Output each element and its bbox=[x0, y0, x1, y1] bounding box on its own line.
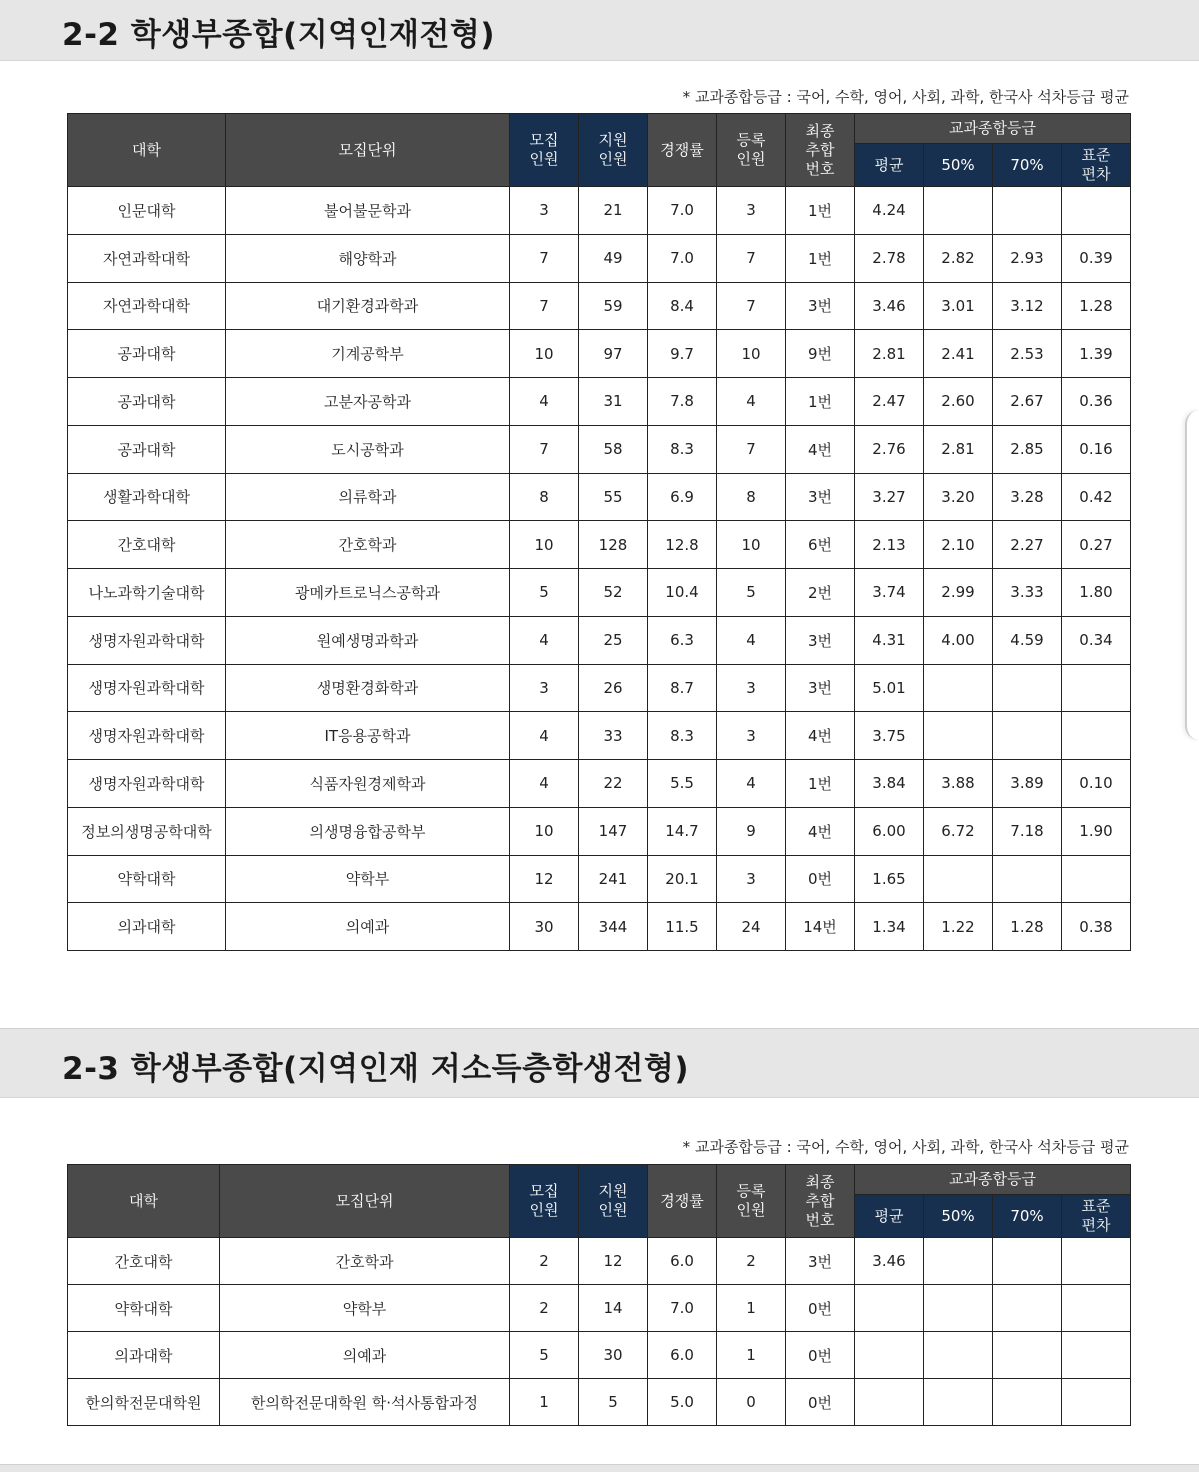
table-row bbox=[68, 1285, 1131, 1332]
cell-enrolled: 9 bbox=[717, 807, 786, 855]
cell-ratio: 20.1 bbox=[648, 855, 717, 903]
cell-ratio: 6.0 bbox=[648, 1332, 717, 1379]
cell-recruit: 4 bbox=[510, 378, 579, 426]
cell-unit: 고분자공학과 bbox=[226, 378, 510, 426]
table-body bbox=[68, 187, 1131, 951]
cell-college: 공과대학 bbox=[68, 425, 226, 473]
cell-p50 bbox=[924, 1332, 993, 1379]
footnote: * 교과종합등급 : 국어, 수학, 영어, 사회, 과학, 한국사 석차등급 평균 bbox=[682, 88, 1129, 106]
cell-avg: 3.84 bbox=[855, 760, 924, 808]
cell-ratio: 6.0 bbox=[648, 1238, 717, 1285]
cell-p50: 6.72 bbox=[924, 807, 993, 855]
cell-unit: 의생명융합공학부 bbox=[226, 807, 510, 855]
cell-stdev bbox=[1062, 855, 1131, 903]
cell-unit: 광메카트로닉스공학과 bbox=[226, 569, 510, 617]
cell-final-rank: 9번 bbox=[786, 330, 855, 378]
header-enrolled: 등록 인원 bbox=[717, 1165, 786, 1238]
table-row bbox=[68, 712, 1131, 760]
table-row bbox=[68, 1379, 1131, 1426]
cell-final-rank: 6번 bbox=[786, 521, 855, 569]
cell-applicants: 58 bbox=[579, 425, 648, 473]
cell-recruit: 5 bbox=[510, 569, 579, 617]
cell-enrolled: 3 bbox=[717, 855, 786, 903]
cell-unit: 해양학과 bbox=[226, 234, 510, 282]
header-p50: 50% bbox=[924, 1195, 993, 1238]
cell-college: 자연과학대학 bbox=[68, 282, 226, 330]
header-college: 대학 bbox=[68, 114, 226, 187]
cell-final-rank: 4번 bbox=[786, 425, 855, 473]
cell-unit: 식품자원경제학과 bbox=[226, 760, 510, 808]
cell-avg: 2.47 bbox=[855, 378, 924, 426]
cell-applicants: 14 bbox=[579, 1285, 648, 1332]
cell-applicants: 30 bbox=[579, 1332, 648, 1379]
cell-ratio: 7.8 bbox=[648, 378, 717, 426]
table-row bbox=[68, 425, 1131, 473]
table-row bbox=[68, 855, 1131, 903]
cell-ratio: 9.7 bbox=[648, 330, 717, 378]
cell-enrolled: 7 bbox=[717, 425, 786, 473]
cell-p70: 2.85 bbox=[993, 425, 1062, 473]
header-applicants: 지원 인원 bbox=[579, 114, 648, 187]
cell-ratio: 10.4 bbox=[648, 569, 717, 617]
cell-p50: 3.20 bbox=[924, 473, 993, 521]
cell-applicants: 52 bbox=[579, 569, 648, 617]
table-row bbox=[68, 521, 1131, 569]
cell-p70 bbox=[993, 1238, 1062, 1285]
cell-avg: 3.75 bbox=[855, 712, 924, 760]
cell-avg bbox=[855, 1285, 924, 1332]
cell-p50: 2.99 bbox=[924, 569, 993, 617]
cell-avg: 5.01 bbox=[855, 664, 924, 712]
cell-applicants: 5 bbox=[579, 1379, 648, 1426]
table-row bbox=[68, 330, 1131, 378]
table-row bbox=[68, 187, 1131, 235]
cell-stdev bbox=[1062, 1379, 1131, 1426]
cell-stdev: 1.39 bbox=[1062, 330, 1131, 378]
cell-avg: 3.46 bbox=[855, 282, 924, 330]
section-header-2-2 bbox=[0, 0, 1199, 61]
cell-recruit: 2 bbox=[510, 1285, 579, 1332]
cell-college: 생명자원과학대학 bbox=[68, 664, 226, 712]
cell-unit: 간호학과 bbox=[226, 521, 510, 569]
table-row bbox=[68, 616, 1131, 664]
header-applicants: 지원 인원 bbox=[579, 1165, 648, 1238]
section-header-2-3 bbox=[0, 1028, 1199, 1098]
header-grade-group: 교과종합등급 bbox=[855, 114, 1131, 144]
cell-enrolled: 3 bbox=[717, 712, 786, 760]
cell-recruit: 3 bbox=[510, 187, 579, 235]
cell-p50 bbox=[924, 1379, 993, 1426]
cell-final-rank: 1번 bbox=[786, 234, 855, 282]
cell-recruit: 4 bbox=[510, 712, 579, 760]
cell-p70 bbox=[993, 1332, 1062, 1379]
table-row bbox=[68, 473, 1131, 521]
cell-recruit: 3 bbox=[510, 664, 579, 712]
cell-recruit: 30 bbox=[510, 903, 579, 951]
cell-final-rank: 14번 bbox=[786, 903, 855, 951]
cell-college: 간호대학 bbox=[68, 1238, 220, 1285]
cell-applicants: 59 bbox=[579, 282, 648, 330]
cell-ratio: 7.0 bbox=[648, 234, 717, 282]
cell-unit: 기계공학부 bbox=[226, 330, 510, 378]
cell-college: 인문대학 bbox=[68, 187, 226, 235]
cell-final-rank: 1번 bbox=[786, 378, 855, 426]
cell-recruit: 7 bbox=[510, 282, 579, 330]
cell-enrolled: 4 bbox=[717, 616, 786, 664]
cell-enrolled: 4 bbox=[717, 760, 786, 808]
cell-p70 bbox=[993, 664, 1062, 712]
header-recruit: 모집 인원 bbox=[510, 114, 579, 187]
cell-p50 bbox=[924, 712, 993, 760]
cell-recruit: 8 bbox=[510, 473, 579, 521]
cell-p70 bbox=[993, 712, 1062, 760]
cell-applicants: 25 bbox=[579, 616, 648, 664]
cell-applicants: 31 bbox=[579, 378, 648, 426]
header-p50: 50% bbox=[924, 144, 993, 187]
cell-p70: 4.59 bbox=[993, 616, 1062, 664]
cell-enrolled: 8 bbox=[717, 473, 786, 521]
cell-applicants: 128 bbox=[579, 521, 648, 569]
admission-table-2-3 bbox=[67, 1164, 1131, 1426]
cell-enrolled: 5 bbox=[717, 569, 786, 617]
header-stdev: 표준 편차 bbox=[1062, 144, 1131, 187]
cell-p50: 2.60 bbox=[924, 378, 993, 426]
header-avg: 평균 bbox=[855, 144, 924, 187]
cell-applicants: 241 bbox=[579, 855, 648, 903]
cell-unit: 생명환경화학과 bbox=[226, 664, 510, 712]
cell-unit: 한의학전문대학원 학·석사통합과정 bbox=[220, 1379, 510, 1426]
cell-college: 공과대학 bbox=[68, 330, 226, 378]
cell-recruit: 10 bbox=[510, 807, 579, 855]
cell-stdev: 1.80 bbox=[1062, 569, 1131, 617]
cell-enrolled: 7 bbox=[717, 282, 786, 330]
cell-p50: 3.01 bbox=[924, 282, 993, 330]
header-stdev: 표준 편차 bbox=[1062, 1195, 1131, 1238]
cell-avg: 2.81 bbox=[855, 330, 924, 378]
cell-enrolled: 0 bbox=[717, 1379, 786, 1426]
cell-final-rank: 3번 bbox=[786, 664, 855, 712]
cell-ratio: 7.0 bbox=[648, 187, 717, 235]
cell-applicants: 26 bbox=[579, 664, 648, 712]
cell-college: 자연과학대학 bbox=[68, 234, 226, 282]
cell-ratio: 6.9 bbox=[648, 473, 717, 521]
cell-stdev: 1.28 bbox=[1062, 282, 1131, 330]
cell-college: 약학대학 bbox=[68, 1285, 220, 1332]
cell-unit: 불어불문학과 bbox=[226, 187, 510, 235]
cell-p50: 2.41 bbox=[924, 330, 993, 378]
cell-ratio: 8.4 bbox=[648, 282, 717, 330]
cell-unit: 약학부 bbox=[220, 1285, 510, 1332]
cell-stdev: 1.90 bbox=[1062, 807, 1131, 855]
cell-avg: 4.24 bbox=[855, 187, 924, 235]
cell-final-rank: 0번 bbox=[786, 855, 855, 903]
header-avg: 평균 bbox=[855, 1195, 924, 1238]
cell-p50 bbox=[924, 1285, 993, 1332]
cell-ratio: 5.5 bbox=[648, 760, 717, 808]
cell-p50: 4.00 bbox=[924, 616, 993, 664]
cell-p70: 2.53 bbox=[993, 330, 1062, 378]
header-p70: 70% bbox=[993, 1195, 1062, 1238]
cell-final-rank: 3번 bbox=[786, 282, 855, 330]
table-row bbox=[68, 664, 1131, 712]
cell-unit: 약학부 bbox=[226, 855, 510, 903]
cell-unit: 의예과 bbox=[226, 903, 510, 951]
header-ratio: 경쟁률 bbox=[648, 1165, 717, 1238]
header-ratio: 경쟁률 bbox=[648, 114, 717, 187]
cell-stdev: 0.10 bbox=[1062, 760, 1131, 808]
cell-p70: 3.28 bbox=[993, 473, 1062, 521]
cell-ratio: 5.0 bbox=[648, 1379, 717, 1426]
cell-college: 정보의생명공학대학 bbox=[68, 807, 226, 855]
cell-avg: 3.46 bbox=[855, 1238, 924, 1285]
cell-p70: 1.28 bbox=[993, 903, 1062, 951]
cell-final-rank: 0번 bbox=[786, 1332, 855, 1379]
table-row bbox=[68, 1238, 1131, 1285]
table-row bbox=[68, 569, 1131, 617]
cell-stdev bbox=[1062, 712, 1131, 760]
cell-final-rank: 3번 bbox=[786, 473, 855, 521]
cell-unit: 간호학과 bbox=[220, 1238, 510, 1285]
cell-ratio: 6.3 bbox=[648, 616, 717, 664]
cell-enrolled: 7 bbox=[717, 234, 786, 282]
cell-p70: 3.89 bbox=[993, 760, 1062, 808]
section-title: 2-3 학생부종합(지역인재 저소득층학생전형) bbox=[62, 1051, 690, 1087]
cell-stdev: 0.27 bbox=[1062, 521, 1131, 569]
cell-stdev bbox=[1062, 1332, 1131, 1379]
cell-unit: 의예과 bbox=[220, 1332, 510, 1379]
cell-applicants: 12 bbox=[579, 1238, 648, 1285]
cell-ratio: 14.7 bbox=[648, 807, 717, 855]
table-body bbox=[68, 1238, 1131, 1426]
cell-avg: 6.00 bbox=[855, 807, 924, 855]
cell-p50 bbox=[924, 664, 993, 712]
cell-stdev: 0.36 bbox=[1062, 378, 1131, 426]
table-row bbox=[68, 903, 1131, 951]
cell-p70: 7.18 bbox=[993, 807, 1062, 855]
cell-recruit: 10 bbox=[510, 330, 579, 378]
header-unit: 모집단위 bbox=[220, 1165, 510, 1238]
cell-ratio: 7.0 bbox=[648, 1285, 717, 1332]
cell-ratio: 8.3 bbox=[648, 425, 717, 473]
cell-avg: 3.27 bbox=[855, 473, 924, 521]
header-final-rank: 최종 추합 번호 bbox=[786, 114, 855, 187]
table-row bbox=[68, 282, 1131, 330]
table-row bbox=[68, 234, 1131, 282]
cell-p70 bbox=[993, 1285, 1062, 1332]
header-college: 대학 bbox=[68, 1165, 220, 1238]
cell-p50: 1.22 bbox=[924, 903, 993, 951]
cell-p70: 3.12 bbox=[993, 282, 1062, 330]
cell-applicants: 97 bbox=[579, 330, 648, 378]
cell-enrolled: 4 bbox=[717, 378, 786, 426]
cell-recruit: 5 bbox=[510, 1332, 579, 1379]
section-title: 2-2 학생부종합(지역인재전형) bbox=[62, 17, 496, 53]
cell-stdev: 0.42 bbox=[1062, 473, 1131, 521]
cell-p70 bbox=[993, 187, 1062, 235]
cell-p50: 2.10 bbox=[924, 521, 993, 569]
cell-college: 나노과학기술대학 bbox=[68, 569, 226, 617]
cell-unit: IT응용공학과 bbox=[226, 712, 510, 760]
cell-applicants: 21 bbox=[579, 187, 648, 235]
admission-table-2-2 bbox=[67, 113, 1131, 951]
header-final-rank: 최종 추합 번호 bbox=[786, 1165, 855, 1238]
cell-recruit: 1 bbox=[510, 1379, 579, 1426]
cell-enrolled: 10 bbox=[717, 521, 786, 569]
header-unit: 모집단위 bbox=[226, 114, 510, 187]
cell-enrolled: 1 bbox=[717, 1332, 786, 1379]
table-row bbox=[68, 378, 1131, 426]
cell-ratio: 12.8 bbox=[648, 521, 717, 569]
cell-avg: 2.78 bbox=[855, 234, 924, 282]
cell-p70 bbox=[993, 855, 1062, 903]
cell-college: 생명자원과학대학 bbox=[68, 760, 226, 808]
cell-stdev bbox=[1062, 664, 1131, 712]
cell-applicants: 147 bbox=[579, 807, 648, 855]
cell-college: 한의학전문대학원 bbox=[68, 1379, 220, 1426]
cell-stdev: 0.16 bbox=[1062, 425, 1131, 473]
cell-applicants: 33 bbox=[579, 712, 648, 760]
cell-avg: 2.76 bbox=[855, 425, 924, 473]
cell-recruit: 10 bbox=[510, 521, 579, 569]
cell-college: 생활과학대학 bbox=[68, 473, 226, 521]
cell-p70: 2.27 bbox=[993, 521, 1062, 569]
header-grade-group: 교과종합등급 bbox=[855, 1165, 1131, 1195]
cell-ratio: 11.5 bbox=[648, 903, 717, 951]
cell-applicants: 22 bbox=[579, 760, 648, 808]
cell-p50: 3.88 bbox=[924, 760, 993, 808]
cell-enrolled: 24 bbox=[717, 903, 786, 951]
cell-recruit: 7 bbox=[510, 234, 579, 282]
header-recruit: 모집 인원 bbox=[510, 1165, 579, 1238]
cell-p50 bbox=[924, 1238, 993, 1285]
cell-enrolled: 10 bbox=[717, 330, 786, 378]
cell-final-rank: 3번 bbox=[786, 616, 855, 664]
cell-avg: 4.31 bbox=[855, 616, 924, 664]
cell-p50: 2.81 bbox=[924, 425, 993, 473]
cell-recruit: 12 bbox=[510, 855, 579, 903]
cell-unit: 대기환경과학과 bbox=[226, 282, 510, 330]
cell-p70: 3.33 bbox=[993, 569, 1062, 617]
cell-recruit: 4 bbox=[510, 760, 579, 808]
cell-final-rank: 1번 bbox=[786, 187, 855, 235]
cell-college: 의과대학 bbox=[68, 903, 226, 951]
cell-enrolled: 3 bbox=[717, 664, 786, 712]
cell-final-rank: 4번 bbox=[786, 807, 855, 855]
cell-final-rank: 3번 bbox=[786, 1238, 855, 1285]
table-row bbox=[68, 807, 1131, 855]
cell-final-rank: 4번 bbox=[786, 712, 855, 760]
cell-college: 의과대학 bbox=[68, 1332, 220, 1379]
cell-avg: 2.13 bbox=[855, 521, 924, 569]
cell-recruit: 4 bbox=[510, 616, 579, 664]
cell-avg: 1.34 bbox=[855, 903, 924, 951]
cell-college: 공과대학 bbox=[68, 378, 226, 426]
cell-ratio: 8.7 bbox=[648, 664, 717, 712]
cell-final-rank: 2번 bbox=[786, 569, 855, 617]
table-row bbox=[68, 760, 1131, 808]
cell-stdev: 0.34 bbox=[1062, 616, 1131, 664]
header-enrolled: 등록 인원 bbox=[717, 114, 786, 187]
cell-final-rank: 0번 bbox=[786, 1379, 855, 1426]
cell-college: 생명자원과학대학 bbox=[68, 616, 226, 664]
table-row bbox=[68, 1332, 1131, 1379]
cell-avg: 1.65 bbox=[855, 855, 924, 903]
footnote: * 교과종합등급 : 국어, 수학, 영어, 사회, 과학, 한국사 석차등급 평균 bbox=[682, 1138, 1129, 1156]
cell-applicants: 344 bbox=[579, 903, 648, 951]
cell-stdev bbox=[1062, 1238, 1131, 1285]
cell-p50 bbox=[924, 855, 993, 903]
cell-applicants: 49 bbox=[579, 234, 648, 282]
cell-p70: 2.93 bbox=[993, 234, 1062, 282]
cell-avg bbox=[855, 1379, 924, 1426]
cell-stdev bbox=[1062, 1285, 1131, 1332]
cell-college: 생명자원과학대학 bbox=[68, 712, 226, 760]
scroll-edge-handle[interactable] bbox=[1185, 410, 1199, 740]
cell-final-rank: 0번 bbox=[786, 1285, 855, 1332]
cell-p50: 2.82 bbox=[924, 234, 993, 282]
cell-enrolled: 1 bbox=[717, 1285, 786, 1332]
cell-applicants: 55 bbox=[579, 473, 648, 521]
cell-avg: 3.74 bbox=[855, 569, 924, 617]
cell-final-rank: 1번 bbox=[786, 760, 855, 808]
cell-unit: 의류학과 bbox=[226, 473, 510, 521]
cell-p70: 2.67 bbox=[993, 378, 1062, 426]
cell-college: 간호대학 bbox=[68, 521, 226, 569]
header-p70: 70% bbox=[993, 144, 1062, 187]
cell-p50 bbox=[924, 187, 993, 235]
cell-recruit: 2 bbox=[510, 1238, 579, 1285]
cell-unit: 도시공학과 bbox=[226, 425, 510, 473]
cell-stdev: 0.39 bbox=[1062, 234, 1131, 282]
cell-enrolled: 3 bbox=[717, 187, 786, 235]
cell-enrolled: 2 bbox=[717, 1238, 786, 1285]
cell-avg bbox=[855, 1332, 924, 1379]
cell-stdev: 0.38 bbox=[1062, 903, 1131, 951]
cell-college: 약학대학 bbox=[68, 855, 226, 903]
cell-stdev bbox=[1062, 187, 1131, 235]
cell-unit: 원예생명과학과 bbox=[226, 616, 510, 664]
cell-p70 bbox=[993, 1379, 1062, 1426]
cell-recruit: 7 bbox=[510, 425, 579, 473]
cell-ratio: 8.3 bbox=[648, 712, 717, 760]
